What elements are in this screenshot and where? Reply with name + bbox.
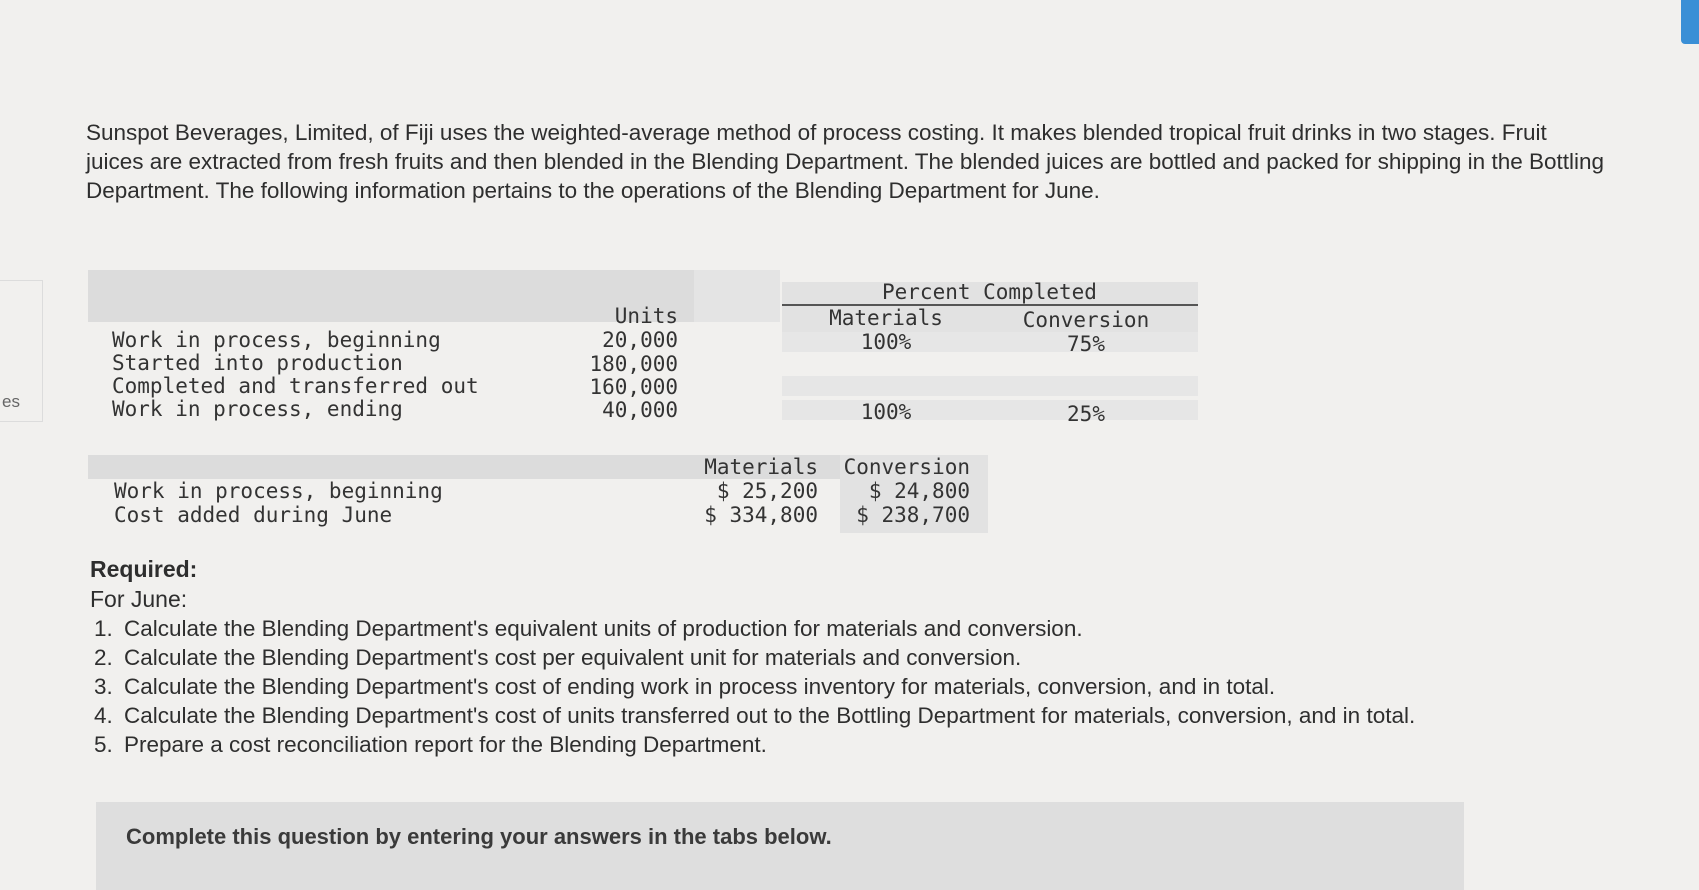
row-units: 20,000	[602, 328, 678, 352]
list-item	[90, 701, 1415, 730]
row-materials: 100%	[860, 400, 912, 424]
row-materials: $ 25,200	[716, 479, 818, 503]
table-header-shade	[694, 270, 780, 322]
row-conversion: 25%	[1067, 402, 1105, 426]
row-label: Work in process, ending	[112, 397, 403, 421]
row-label: Started into production	[112, 351, 403, 375]
row-conversion: 75%	[1067, 332, 1105, 356]
list-text: Calculate the Blending Department's cost of units transferred out to the Bottling Department for materials, conversion, and in total.	[124, 703, 1416, 728]
list-text: Calculate the Blending Department's equivalent units of production for materials and conversion.	[124, 616, 1083, 641]
list-text: Calculate the Blending Department's cost per equivalent unit for materials and conversion.	[124, 645, 1022, 670]
conversion-header: Conversion	[843, 455, 970, 479]
row-label: Work in process, beginning	[112, 328, 441, 352]
list-number: 1.	[94, 616, 113, 641]
list-item	[90, 643, 1415, 672]
materials-header: Materials	[829, 306, 943, 330]
row-units: 40,000	[602, 398, 678, 422]
list-text: Calculate the Blending Department's cost of ending work in process inventory for materials, conversion, and in total.	[124, 674, 1276, 699]
percent-completed-header: Percent Completed	[882, 280, 1097, 304]
list-text: Prepare a cost reconciliation report for the Blending Department.	[124, 732, 767, 757]
required-subheading: For June:	[90, 586, 188, 612]
materials-header: Materials	[704, 455, 818, 479]
row-units: 160,000	[589, 375, 678, 399]
row-conversion: $ 24,800	[868, 479, 970, 503]
side-panel-label: es	[2, 392, 20, 411]
problem-intro: Sunspot Beverages, Limited, of Fiji uses the weighted-average method of process costing. It makes blended tropical fruit drinks in two stages. Fruit juices are extracted from fresh fruits and then blended in the Blending Department. The blended juices are bottled and packed for shipping in the Bottling Department. The following information pertains to the operations of the Blending Department for June.	[86, 120, 1605, 203]
units-header: Units	[614, 304, 678, 328]
scrollbar-handle[interactable]	[1681, 0, 1699, 44]
list-item	[90, 730, 1415, 759]
row-conversion: $ 238,700	[856, 503, 970, 527]
row-materials: 100%	[860, 330, 912, 354]
row-units: 180,000	[589, 352, 678, 376]
list-number: 4.	[94, 703, 113, 728]
list-number: 5.	[94, 732, 113, 757]
instructions-panel	[96, 802, 1464, 890]
units-table	[88, 270, 1150, 430]
row-label: Work in process, beginning	[114, 479, 443, 503]
row-materials: $ 334,800	[704, 503, 818, 527]
required-heading: Required:	[90, 556, 198, 582]
cost-table	[88, 455, 970, 535]
row-label: Completed and transferred out	[112, 374, 479, 398]
instructions-text: Complete this question by entering your answers in the tabs below.	[126, 824, 832, 849]
row-label: Cost added during June	[114, 503, 393, 527]
list-number: 2.	[94, 645, 113, 670]
required-list	[90, 614, 1415, 759]
list-item	[90, 614, 1415, 643]
conversion-header: Conversion	[1022, 308, 1150, 332]
list-item	[90, 672, 1415, 701]
row-shade	[782, 376, 1198, 396]
list-number: 3.	[94, 674, 113, 699]
